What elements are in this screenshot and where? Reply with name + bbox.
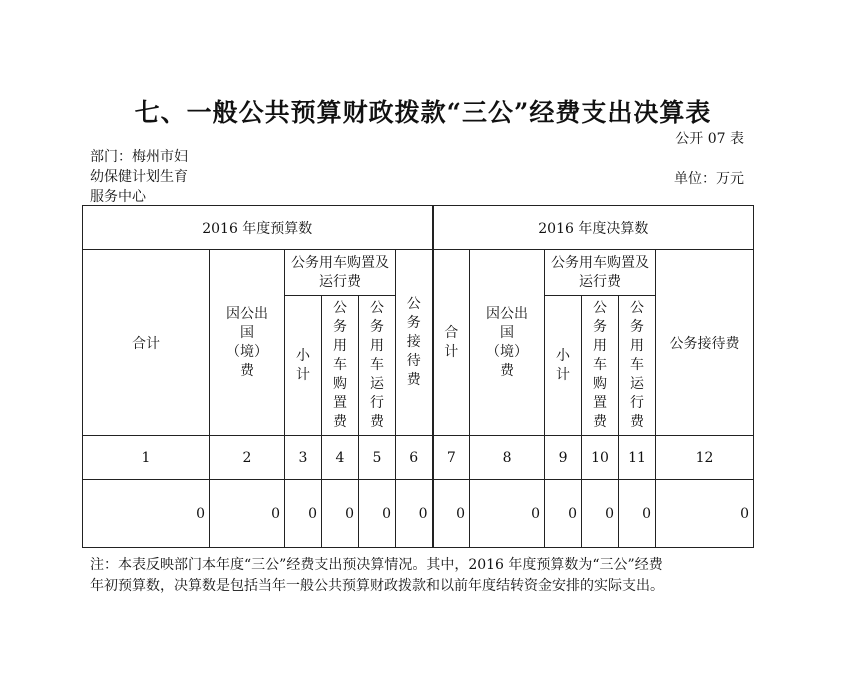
column-number: 3 (285, 436, 322, 480)
department-line: 部门：梅州市妇 (90, 149, 188, 165)
unit-label: 单位：万元 (674, 171, 744, 187)
department-line: 幼保健计划生育 (90, 169, 188, 185)
column-number: 11 (619, 436, 656, 480)
group-header-budget: 2016 年度预算数 (83, 206, 433, 250)
header-subtotal: 小计 (285, 296, 322, 436)
header-reception: 公务接待费 (396, 250, 433, 436)
value-row (83, 480, 754, 548)
header-abroad: 因公出国（境）费 (210, 250, 285, 436)
header-total-final: 合计 (433, 250, 470, 436)
header-car-purchase: 公务用车购置费 (322, 296, 359, 436)
value-cell: 0 (656, 480, 754, 548)
three-public-expenses-table (82, 205, 754, 548)
form-code: 公开 07 表 (675, 131, 744, 147)
column-number: 9 (545, 436, 582, 480)
column-number: 4 (322, 436, 359, 480)
header-car-running: 公务用车运行费 (359, 296, 396, 436)
value-cell: 0 (470, 480, 545, 548)
department (90, 147, 220, 207)
value-cell: 0 (210, 480, 285, 548)
header-subtotal-final: 小计 (545, 296, 582, 436)
value-cell: 0 (322, 480, 359, 548)
header-reception-final: 公务接待费 (656, 250, 754, 436)
header-car-group-final: 公务用车购置及运行费 (545, 250, 656, 296)
column-number: 12 (656, 436, 754, 480)
column-number: 2 (210, 436, 285, 480)
column-number: 10 (582, 436, 619, 480)
footnote-line: 注：本表反映部门本年度“三公”经费支出预决算情况。其中，2016 年度预算数为“三公”经费 (90, 557, 663, 573)
value-cell: 0 (396, 480, 433, 548)
column-number: 7 (433, 436, 470, 480)
department-line: 服务中心 (90, 189, 146, 205)
header-car-running-final: 公务用车运行费 (619, 296, 656, 436)
header-total: 合计 (83, 250, 210, 436)
value-cell: 0 (285, 480, 322, 548)
value-cell: 0 (83, 480, 210, 548)
value-cell: 0 (619, 480, 656, 548)
value-cell: 0 (359, 480, 396, 548)
column-number: 5 (359, 436, 396, 480)
column-number-row (83, 436, 754, 480)
value-cell: 0 (582, 480, 619, 548)
page-title: 七、一般公共预算财政拨款“三公”经费支出决算表 (134, 98, 712, 127)
value-cell: 0 (545, 480, 582, 548)
value-cell: 0 (433, 480, 470, 548)
column-number: 8 (470, 436, 545, 480)
group-header-final: 2016 年度决算数 (433, 206, 754, 250)
header-car-purchase-final: 公务用车购置费 (582, 296, 619, 436)
column-number: 6 (396, 436, 433, 480)
footnote (90, 555, 760, 597)
footnote-line: 年初预算数，决算数是包括当年一般公共预算财政拨款和以前年度结转资金安排的实际支出。 (90, 578, 664, 594)
header-car-group: 公务用车购置及运行费 (285, 250, 396, 296)
column-number: 1 (83, 436, 210, 480)
header-abroad-final: 因公出国（境）费 (470, 250, 545, 436)
